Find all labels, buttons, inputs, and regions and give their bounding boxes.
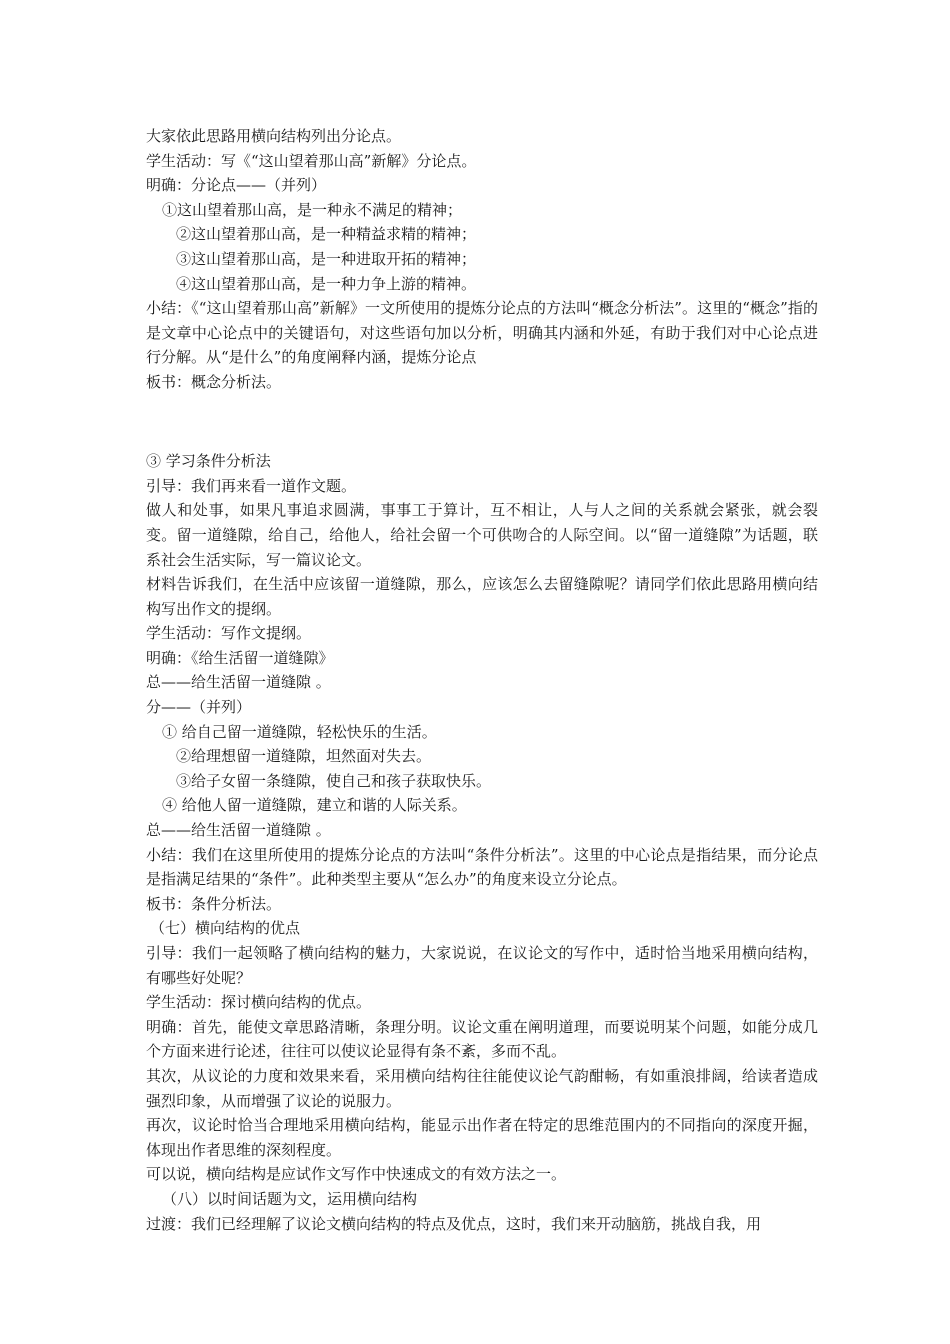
text-paragraph: ④这山望着那山高，是一种力争上游的精神。 bbox=[176, 274, 477, 293]
text-paragraph: 学生活动：写《“这山望着那山高”新解》分论点。 bbox=[146, 151, 477, 170]
text-paragraph: 小结：《“这山望着那山高”新解》一文所使用的提炼分论点的方法叫“概念分析法”。这里的“概念”指的是文章中心论点中的关键语句，对这些语句加以分析，明确其内涵和外延，有助于我们对中心论点进行分解。从“是什么”的角度阐释内涵，提炼分论点 bbox=[146, 299, 818, 367]
blank-line bbox=[146, 410, 818, 435]
text-paragraph: 板书：概念分析法。 bbox=[146, 372, 282, 391]
text-paragraph: 分——（并列） bbox=[146, 698, 252, 717]
text-paragraph: 学生活动：写作文提纲。 bbox=[146, 624, 312, 643]
text-paragraph: 明确：分论点——（并列） bbox=[146, 176, 327, 195]
text-paragraph: ④ 给他人留一道缝隙，建立和谐的人际关系。 bbox=[162, 796, 467, 815]
text-paragraph: （八）以时间话题为文，运用横向结构 bbox=[162, 1189, 418, 1208]
text-paragraph: 材料告诉我们，在生活中应该留一道缝隙，那么，应该怎么去留缝隙呢？请同学们依此思路用横向结构写出作文的提纲。 bbox=[146, 575, 818, 618]
document-body bbox=[146, 124, 818, 1236]
text-paragraph: 过渡：我们已经理解了议论文横向结构的特点及优点，这时，我们来开动脑筋，挑战自我，用 bbox=[146, 1214, 762, 1233]
text-paragraph: 可以说，横向结构是应试作文写作中快速成文的有效方法之一。 bbox=[146, 1165, 567, 1184]
text-paragraph: ③这山望着那山高，是一种进取开拓的精神； bbox=[176, 249, 477, 268]
text-paragraph: 引导：我们一起领略了横向结构的魅力，大家说说，在议论文的写作中，适时恰当地采用横向结构，有哪些好处呢？ bbox=[146, 944, 818, 987]
text-paragraph: 板书：条件分析法。 bbox=[146, 894, 282, 913]
text-paragraph: ①这山望着那山高，是一种永不满足的精神； bbox=[162, 200, 463, 219]
text-paragraph: 总——给生活留一道缝隙 。 bbox=[146, 821, 331, 840]
text-paragraph: ②这山望着那山高，是一种精益求精的精神； bbox=[176, 225, 477, 244]
text-paragraph: （七）横向结构的优点 bbox=[150, 919, 301, 938]
text-paragraph: 总——给生活留一道缝隙 。 bbox=[146, 673, 331, 692]
text-paragraph: 学生活动：探讨横向结构的优点。 bbox=[146, 993, 372, 1012]
text-paragraph: ②给理想留一道缝隙，坦然面对失去。 bbox=[176, 747, 432, 766]
text-paragraph: 引导：我们再来看一道作文题。 bbox=[146, 476, 357, 495]
text-paragraph: 明确：首先，能使文章思路清晰，条理分明。议论文重在阐明道理，而要说明某个问题，如能分成几个方面来进行论述，往往可以使议论显得有条不紊，多而不乱。 bbox=[146, 1017, 818, 1061]
text-paragraph: 再次，议论时恰当合理地采用横向结构，能显示出作者在特定的思维范围内的不同指向的深度开掘，体现出作者思维的深刻程度。 bbox=[146, 1116, 818, 1159]
text-paragraph: 做人和处事，如果凡事追求圆满，事事工于算计，互不相让，人与人之间的关系就会紧张，就会裂变。留一道缝隙，给自己，给他人，给社会留一个可供吻合的人际空间。以“留一道缝隙”为话题，联系社会生活实际，写一篇议论文。 bbox=[146, 501, 818, 569]
text-paragraph: ③给子女留一条缝隙，使自己和孩子获取快乐。 bbox=[176, 771, 492, 790]
text-paragraph: ① 给自己留一道缝隙，轻松快乐的生活。 bbox=[162, 722, 437, 741]
text-paragraph: ③ 学习条件分析法 bbox=[146, 452, 271, 471]
text-paragraph: 其次，从议论的力度和效果来看，采用横向结构往往能使议论气韵酣畅，有如重浪排阔，给读者造成强烈印象，从而增强了议论的说服力。 bbox=[146, 1066, 818, 1110]
text-paragraph: 小结：我们在这里所使用的提炼分论点的方法叫“条件分析法”。这里的中心论点是指结果，而分论点是指满足结果的“条件”。此种类型主要从“怎么办”的角度来设立分论点。 bbox=[146, 845, 818, 889]
text-paragraph: 明确：《给生活留一道缝隙》 bbox=[146, 648, 334, 667]
text-paragraph: 大家依此思路用横向结构列出分论点。 bbox=[146, 127, 402, 145]
